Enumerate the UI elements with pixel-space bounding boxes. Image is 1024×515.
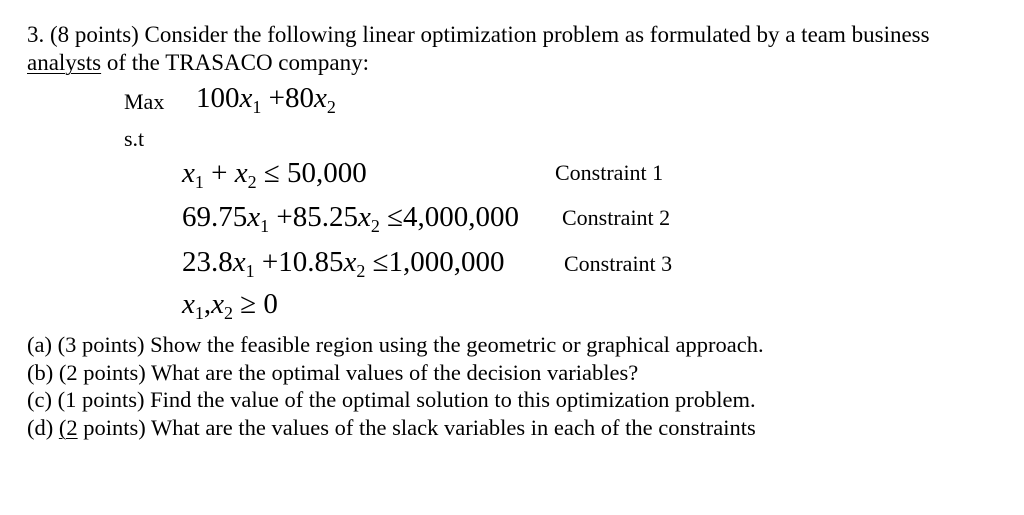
problem-intro-line-2 [27, 50, 369, 76]
nonnegativity-constraint: $x_1,x_2 \ge 0$ [182, 288, 278, 323]
constraint-3-expression: $23.8x_1 +10.85x_2 \le 1,000,000$ [182, 246, 505, 281]
part-c: (c) (1 points) Find the value of the optimal solution to this optimization problem. [27, 387, 756, 412]
constraint-1-expression: $x_1 + x_2 \le 50,000$ [182, 157, 367, 192]
constraint-1-name: Constraint 1 [555, 160, 664, 185]
problem-intro-line-1: 3. (8 points) Consider the following linear optimization problem as formulated by a team business [27, 22, 930, 47]
st-label: s.t [124, 126, 145, 151]
objective-function: $100x_1 +80x_2$ [196, 82, 336, 117]
underlined-word: analysts [27, 50, 102, 75]
constraint-3-name: Constraint 3 [564, 251, 673, 276]
constraint-2-expression: $69.75x_1 +85.25x_2 \le 4,000,000$ [182, 201, 520, 236]
max-label: Max [124, 89, 165, 114]
constraint-2-name: Constraint 2 [562, 205, 671, 230]
part-b: (b) (2 points) What are the optimal values of the decision variables? [27, 360, 639, 385]
part-a: (a) (3 points) Show the feasible region using the geometric or graphical approach. [27, 332, 764, 357]
part-d-underlined: (2 [58, 415, 78, 440]
part-d: (d) (2 points) What are the values of the slack variables in each of the constraints [27, 415, 756, 440]
intro-rest: of the TRASACO company: [101, 50, 370, 75]
